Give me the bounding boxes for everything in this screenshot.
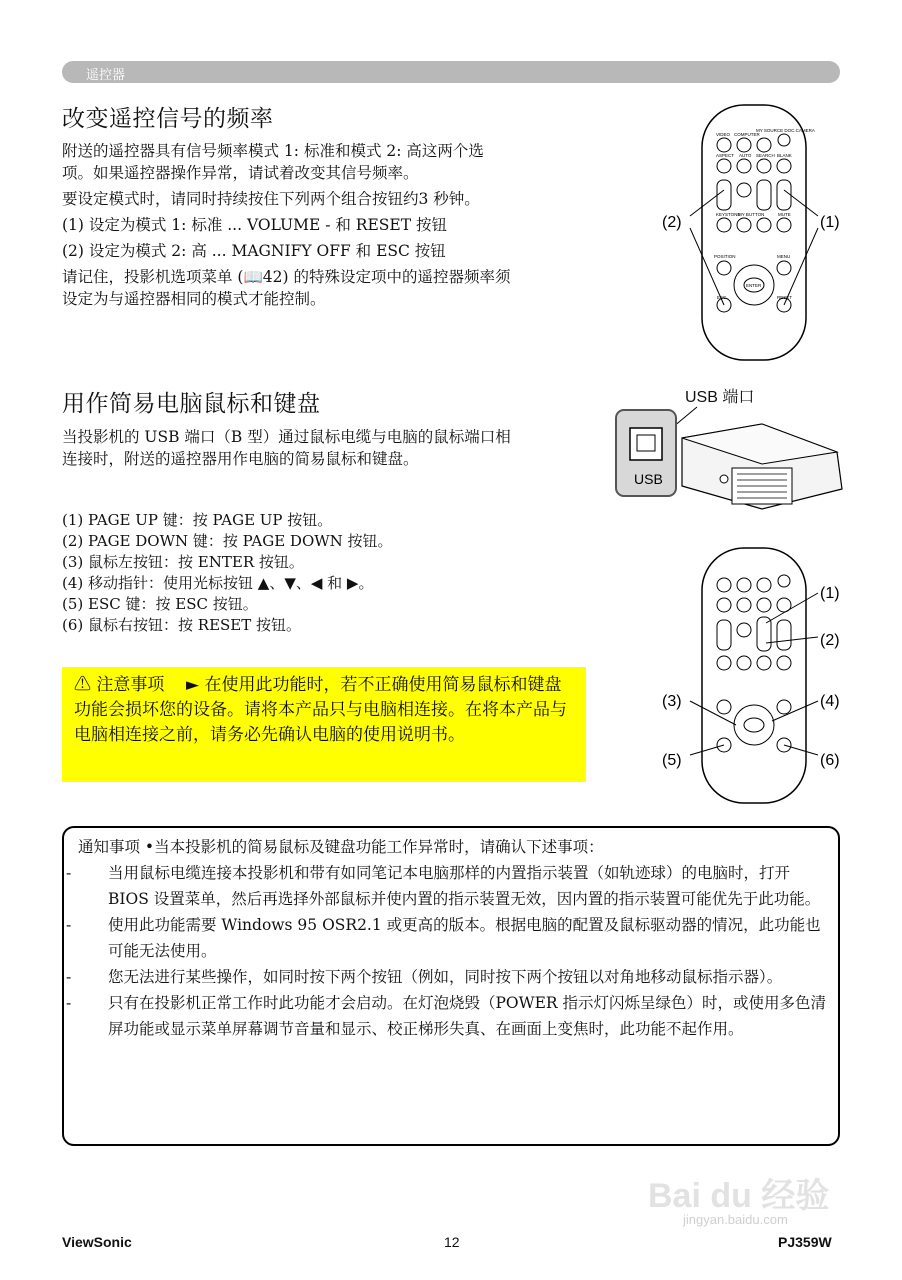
- btn-label-enter: ENTER: [746, 283, 762, 288]
- btn-label-esc: ESC: [717, 295, 727, 300]
- projector-usb-figure: [612, 404, 852, 516]
- remote1-label-1: (1): [820, 214, 840, 231]
- remote2-label-5: (5): [662, 752, 682, 769]
- caution-title: ⚠ 注意事项: [74, 675, 165, 695]
- section2-list: [62, 510, 582, 636]
- section-header-bar: [62, 61, 840, 83]
- notice-box: [62, 826, 840, 1146]
- btn-label-position: POSITION: [714, 254, 736, 259]
- section1-para-2: 要设定模式时，请同时持续按住下列两个组合按钮约3 秒钟。: [62, 190, 480, 208]
- remote2-label-2: (2): [820, 632, 840, 649]
- list-item: (1) PAGE UP 键：按 PAGE UP 按钮。: [62, 511, 333, 529]
- notice-item: - 您无法进行某些操作，如同时按下两个按钮（例如，同时按下两个按钮以对角地移动鼠标指示器）。: [78, 964, 826, 990]
- footer-page-number: 12: [444, 1234, 460, 1250]
- caution-box: [62, 667, 586, 782]
- remote2-label-4: (4): [820, 693, 840, 710]
- notice-dash: -: [66, 994, 72, 1012]
- btn-label-reset: RESET: [777, 295, 793, 300]
- usb-port-label: USB 端口: [685, 389, 755, 406]
- btn-label-aspect: ASPECT: [716, 153, 735, 158]
- btn-label-menu: MENU: [777, 254, 791, 259]
- remote2-label-1: (1): [820, 585, 840, 602]
- btn-label-auto: AUTO: [739, 153, 752, 158]
- notice-dash: -: [66, 916, 72, 934]
- section1-mode1: (1) 设定为模式 1: 标准 ... VOLUME - 和 RESET 按钮: [62, 216, 447, 234]
- remote1-label-2: (2): [662, 214, 682, 231]
- btn-label-mysource: MY SOURCE DOC.CAMERA: [756, 128, 815, 133]
- section2-para: 当投影机的 USB 端口（B 型）通过鼠标电缆与电脑的鼠标端口相连接时，附送的遥控器用作电脑的简易鼠标和键盘。: [62, 428, 511, 468]
- list-item: (6) 鼠标右按钮：按 RESET 按钮。: [62, 616, 302, 634]
- btn-label-video: VIDEO: [716, 132, 731, 137]
- usb-callout-text: USB: [634, 471, 663, 487]
- list-item: (5) ESC 键：按 ESC 按钮。: [62, 595, 258, 613]
- footer-brand: ViewSonic: [62, 1234, 132, 1250]
- notice-item: - 只有在投影机正常工作时此功能才会启动。在灯泡烧毁（POWER 指示灯闪烁呈绿色）时，或使用多色清屏功能或显示菜单屏幕调节音量和显示、校正梯形失真、在画面上变焦时，此功能不起作用。: [78, 990, 826, 1042]
- remote-control-figure-2: [660, 545, 850, 807]
- notice-dash: -: [66, 968, 72, 986]
- section1-title: 改变遥控信号的频率: [62, 106, 274, 132]
- list-item: (2) PAGE DOWN 键：按 PAGE DOWN 按钮。: [62, 532, 393, 550]
- btn-label-search: SEARCH: [756, 153, 775, 158]
- btn-label-keystone: KEYSTONE: [716, 212, 741, 217]
- list-item: (4) 移动指针：使用光标按钮 ▲、▼、◀ 和 ▶。: [62, 574, 374, 592]
- btn-label-computer: COMPUTER: [734, 132, 760, 137]
- notice-dash: -: [66, 864, 72, 882]
- remote2-label-3: (3): [662, 693, 682, 710]
- section1-mode2: (2) 设定为模式 2: 高 ... MAGNIFY OFF 和 ESC 按钮: [62, 242, 446, 260]
- section1-para-1: 附送的遥控器具有信号频率模式 1: 标准和模式 2: 高这两个选项。如果遥控器操作异常，请试着改变其信号频率。: [62, 142, 484, 182]
- list-item: (3) 鼠标左按钮：按 ENTER 按钮。: [62, 553, 304, 571]
- remote-control-figure-1: [660, 100, 850, 365]
- remote2-label-6: (6): [820, 752, 840, 769]
- btn-label-blank: BLANK: [777, 153, 792, 158]
- btn-label-mute: MUTE: [778, 212, 791, 217]
- section2-title: 用作简易电脑鼠标和键盘: [62, 391, 321, 417]
- btn-label-mybutton: MY BUTTON: [738, 212, 765, 217]
- section1-para-note: 请记住，投影机选项菜单 (📖42) 的特殊设定项中的遥控器频率须设定为与遥控器相同的模式才能控制。: [62, 268, 511, 308]
- notice-item: - 使用此功能需要 Windows 95 OSR2.1 或更高的版本。根据电脑的配置及鼠标驱动器的情况，此功能也可能无法使用。: [78, 912, 826, 964]
- section-header-label: 遥控器: [86, 68, 126, 83]
- section1-body: [62, 140, 542, 310]
- notice-intro: 通知事项 •当本投影机的简易鼠标及键盘功能工作异常时，请确认下述事项：: [78, 838, 604, 856]
- caution-text: ► 在使用此功能时，若不正确使用简易鼠标和键盘功能会损坏您的设备。请将本产品只与电脑相连接。在将本产品与电脑相连接之前，请务必先确认电脑的使用说明书。: [74, 675, 567, 745]
- notice-item: - 当用鼠标电缆连接本投影机和带有如同笔记本电脑那样的内置指示装置（如轨迹球）的电脑时，打开 BIOS 设置菜单，然后再选择外部鼠标并使内置的指示装置无效，因内置的指示装置可能优先于此功能。: [78, 860, 826, 912]
- watermark-url: jingyan.baidu.com: [683, 1212, 788, 1227]
- watermark-logo: Bai du 经验: [648, 1177, 830, 1215]
- footer-model: PJ359W: [778, 1234, 832, 1250]
